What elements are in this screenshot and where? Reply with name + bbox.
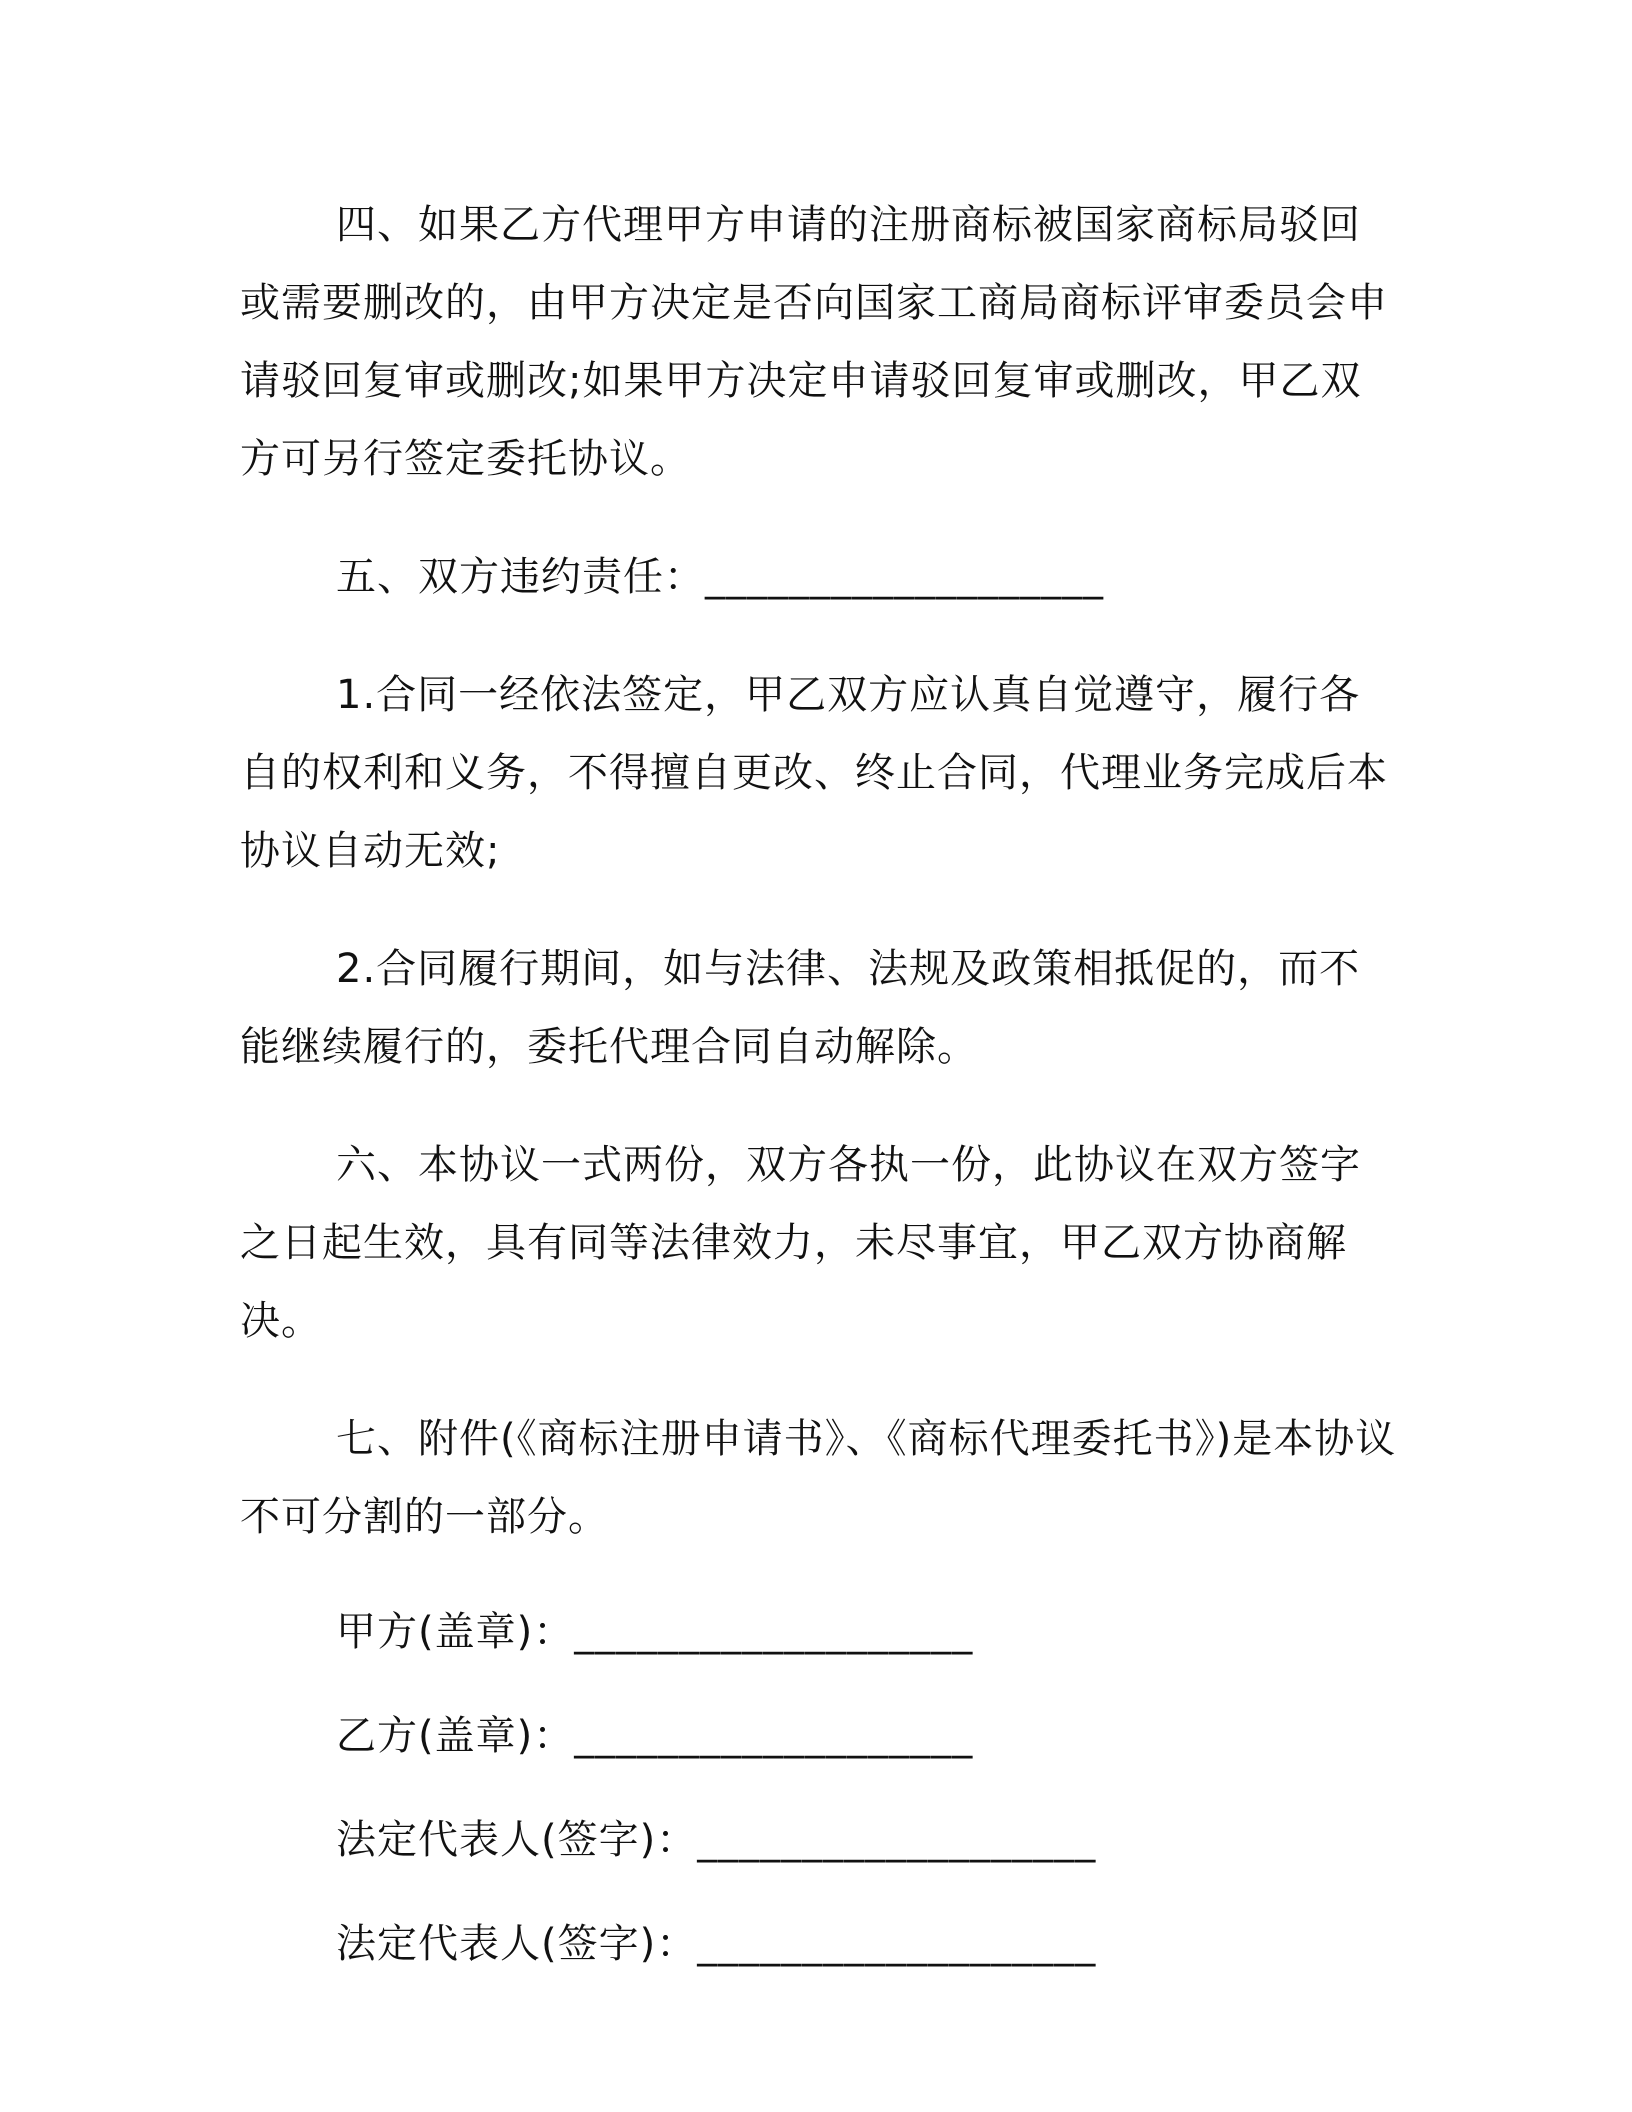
legal-representative-signature-line: 法定代表人(签字)：___________________ — [336, 1817, 1097, 1863]
clause-six: 六、本协议一式两份，双方各执一份，此协议在双方签字之日起生效，具有同等法律效力，未尽事宜，甲乙双方协商解决。 — [240, 1142, 1361, 1344]
legal-representative-signature-line: 法定代表人(签字)：___________________ — [336, 1921, 1097, 1967]
clause-seven: 七、附件(《商标注册申请书》、《商标代理委托书》)是本协议不可分割的一部分。 — [240, 1416, 1397, 1540]
clause-four: 四、如果乙方代理甲方申请的注册商标被国家商标局驳回或需要删改的，由甲方决定是否向国家工商局商标评审委员会申请驳回复审或删改;如果甲方决定申请驳回复审或删改，甲乙双方可另行签定委托协议。 — [240, 202, 1388, 482]
document-body — [240, 186, 1400, 2012]
clause-five-item-1: 1.合同一经依法签定，甲乙双方应认真自觉遵守，履行各自的权利和义务，不得擅自更改、终止合同，代理业务完成后本协议自动无效; — [240, 672, 1388, 874]
clause-five-heading: 五、双方违约责任：___________________ — [336, 554, 1104, 600]
clause-five-item-2: 2.合同履行期间，如与法律、法规及政策相抵促的，而不能继续履行的，委托代理合同自动解除。 — [240, 946, 1361, 1070]
party-b-seal-line: 乙方(盖章)：___________________ — [336, 1713, 974, 1759]
party-a-seal-line: 甲方(盖章)：___________________ — [336, 1609, 974, 1655]
